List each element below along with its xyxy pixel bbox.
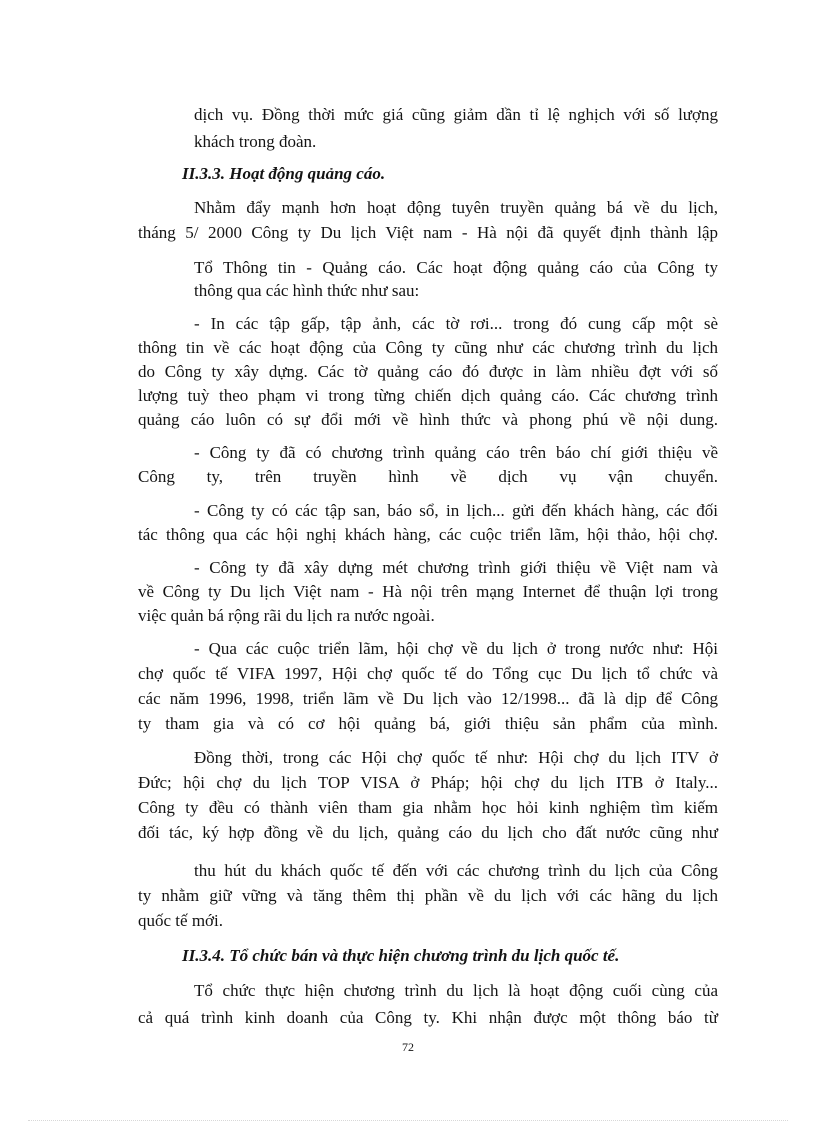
text-line: - Công ty đã có chương trình quảng cáo trên báo chí giới thiệu về (194, 443, 718, 462)
text-line: Công ty đều có thành viên tham gia nhằm học hỏi kinh nghiệm tìm kiếm (138, 798, 718, 817)
section-heading: II.3.4. Tổ chức bán và thực hiện chương trình du lịch quốc tế. (182, 946, 620, 965)
text-line: ty tham gia và có cơ hội quảng bá, giới thiệu sản phẩm của mình. (138, 714, 718, 733)
text-line: Tổ Thông tin - Quảng cáo. Các hoạt động quảng cáo của Công ty (194, 258, 718, 277)
text-line: Nhằm đẩy mạnh hơn hoạt động tuyên truyền quảng bá về du lịch, (194, 198, 718, 217)
text-line: Tổ chức thực hiện chương trình du lịch là hoạt động cuối cùng của (194, 981, 718, 1000)
text-line: khách trong đoàn. (194, 132, 317, 151)
text-line: thu hút du khách quốc tế đến với các chương trình du lịch của Công (194, 861, 718, 880)
text-line: Đồng thời, trong các Hội chợ quốc tế như: Hội chợ du lịch ITV ở (194, 748, 718, 767)
text-line: việc quản bá rộng rãi du lịch ra nước ngoài. (138, 606, 435, 625)
text-line: về Công ty Du lịch Việt nam - Hà nội trên mạng Internet để thuận lợi trong (138, 582, 718, 601)
text-line: quảng cáo luôn có sự đổi mới về hình thức và phong phú về nội dung. (138, 410, 718, 429)
text-line: tháng 5/ 2000 Công ty Du lịch Việt nam - Hà nội đã quyết định thành lập (138, 223, 718, 242)
text-line: các năm 1996, 1998, triển lãm về Du lịch vào 12/1998... đã là dịp để Công (138, 689, 718, 708)
text-line: thông qua các hình thức như sau: (194, 281, 420, 300)
footer-divider (28, 1120, 788, 1121)
section-heading: II.3.3. Hoạt động quảng cáo. (182, 164, 386, 183)
text-line: - Công ty có các tập san, báo sổ, in lịch... gửi đến khách hàng, các đối (194, 501, 718, 520)
text-line: đối tác, ký hợp đồng về du lịch, quảng cáo du lịch cho đất nước cũng như (138, 823, 718, 842)
text-line: Đức; hội chợ du lịch TOP VISA ở Pháp; hội chợ du lịch ITB ở Italy... (138, 773, 718, 792)
text-line: ty nhằm giữ vững và tăng thêm thị phần về du lịch với các hãng du lịch (138, 886, 718, 905)
text-line: tác thông qua các hội nghị khách hàng, các cuộc triển lãm, hội thảo, hội chợ. (138, 525, 718, 544)
text-line: thông tin về các hoạt động của Công ty cũng như các chương trình du lịch (138, 338, 718, 357)
text-line: - Công ty đã xây dựng mét chương trình giới thiệu về Việt nam và (194, 558, 718, 577)
text-line: quốc tế mới. (138, 911, 223, 930)
text-line: chợ quốc tế VIFA 1997, Hội chợ quốc tế do Tổng cục Du lịch tổ chức và (138, 664, 718, 683)
text-line: cả quá trình kinh doanh của Công ty. Khi nhận được một thông báo từ (138, 1008, 718, 1027)
text-line: lượng tuỳ theo phạm vi trong từng chiến dịch quảng cáo. Các chương trình (138, 386, 718, 405)
text-line: do Công ty xây dựng. Các tờ quảng cáo đó được in làm nhiều đợt với số (138, 362, 718, 381)
text-line: - Qua các cuộc triển lãm, hội chợ về du lịch ở trong nước như: Hội (194, 639, 718, 658)
text-line: dịch vụ. Đồng thời mức giá cũng giảm dần tỉ lệ nghịch với số lượng (194, 105, 718, 124)
text-line: Công ty, trên truyền hình về dịch vụ vận chuyển. (138, 467, 718, 486)
page-number: 72 (402, 1040, 414, 1054)
text-line: - In các tập gấp, tập ảnh, các tờ rơi... trong đó cung cấp một sè (194, 314, 718, 333)
